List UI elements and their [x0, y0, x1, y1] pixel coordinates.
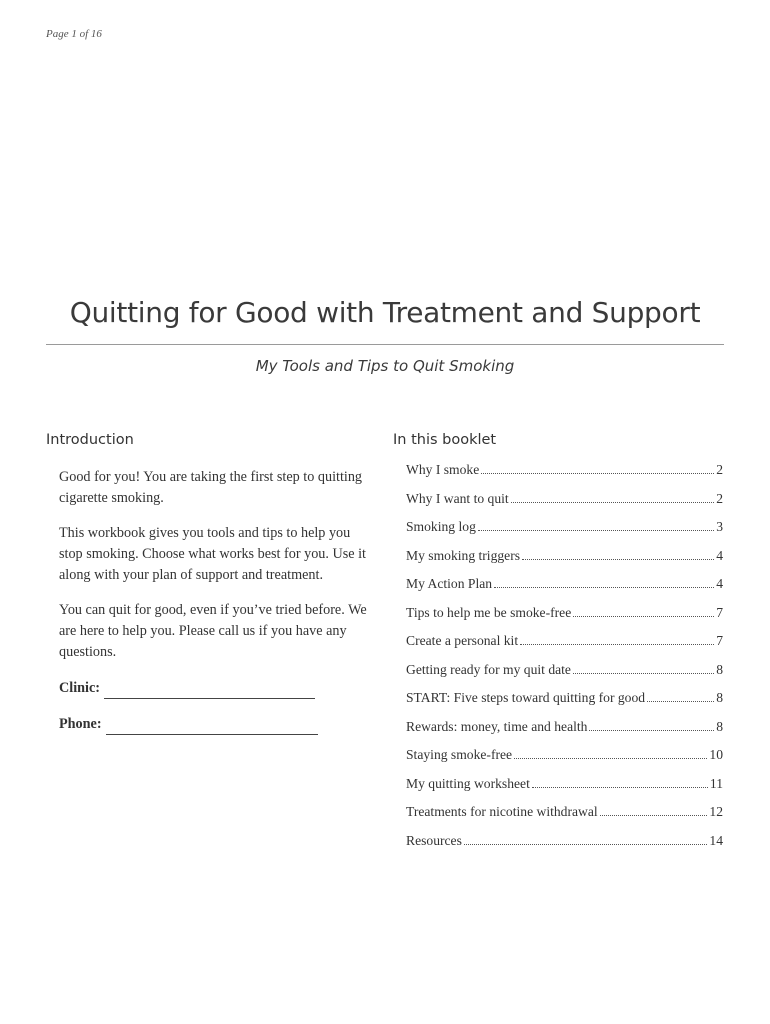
toc-item-title: Why I want to quit	[406, 490, 509, 506]
toc-item[interactable]	[406, 688, 723, 717]
clinic-input-line[interactable]	[104, 684, 315, 699]
toc-item[interactable]	[406, 574, 723, 603]
toc-item-page: 7	[716, 604, 723, 620]
toc-item[interactable]	[406, 745, 723, 774]
toc-item[interactable]	[406, 489, 723, 518]
toc-item[interactable]	[406, 546, 723, 575]
toc-item-page: 8	[716, 718, 723, 734]
toc-dot-leader	[522, 559, 714, 560]
toc-item-title: My smoking triggers	[406, 547, 521, 563]
toc-dot-leader	[478, 530, 714, 531]
toc-item[interactable]	[406, 717, 723, 746]
toc-item-title: My quitting worksheet	[406, 775, 530, 791]
toc-item-page: 3	[716, 519, 723, 534]
clinic-field	[59, 681, 377, 699]
toc-item-page: 2	[716, 490, 723, 506]
toc-dot-leader	[511, 502, 715, 503]
toc-item-page: 2	[716, 462, 723, 477]
toc-item-page: 12	[709, 804, 723, 819]
intro-paragraph: You can quit for good, even if you’ve tried before. We are here to help you. Please call us if you have any questions.	[59, 602, 367, 660]
toc-item-page: 14	[709, 832, 723, 848]
toc-heading: In this booklet	[393, 432, 497, 448]
toc-item-title: My Action Plan	[406, 576, 493, 591]
document-subtitle: My Tools and Tips to Quit Smoking	[255, 357, 515, 375]
toc-dot-leader	[573, 616, 714, 617]
toc-dot-leader	[514, 758, 707, 759]
toc-item-page: 7	[716, 633, 723, 648]
table-of-contents	[406, 460, 723, 859]
toc-item[interactable]	[406, 774, 723, 803]
phone-input-line[interactable]	[106, 720, 318, 735]
document-title: Quitting for Good with Treatment and Support	[69, 296, 701, 329]
introduction-section	[59, 467, 377, 735]
phone-field	[59, 717, 377, 735]
phone-label: Phone:	[59, 716, 102, 732]
toc-item-title: Staying smoke-free	[406, 747, 513, 762]
toc-item-page: 10	[709, 747, 723, 762]
toc-item-title: Why I smoke	[406, 462, 480, 477]
toc-item[interactable]	[406, 660, 723, 689]
toc-item-title: Rewards: money, time and health	[406, 718, 588, 734]
toc-dot-leader	[494, 587, 714, 588]
intro-paragraph: Good for you! You are taking the first step to quitting cigarette smoking.	[59, 469, 363, 506]
page-number: Page 1 of 16	[46, 28, 102, 40]
toc-item-title: Tips to help me be smoke-free	[406, 604, 572, 620]
toc-item[interactable]	[406, 831, 723, 860]
toc-item-page: 11	[709, 775, 723, 791]
intro-paragraph: This workbook gives you tools and tips to help you stop smoking. Choose what works best for you. Use it along with your plan of support and treatment.	[59, 525, 366, 583]
toc-dot-leader	[481, 473, 714, 474]
introduction-heading: Introduction	[46, 432, 134, 448]
toc-item[interactable]	[406, 517, 723, 546]
toc-dot-leader	[520, 644, 714, 645]
toc-item[interactable]	[406, 603, 723, 632]
toc-dot-leader	[464, 844, 708, 845]
toc-item-title: Resources	[406, 832, 462, 848]
toc-item-page: 4	[716, 576, 723, 591]
clinic-label: Clinic:	[59, 680, 100, 696]
toc-item[interactable]	[406, 631, 723, 660]
toc-item-page: 8	[716, 690, 723, 705]
toc-item-title: Smoking log	[406, 519, 476, 534]
toc-item-title: START: Five steps toward quitting for good	[406, 690, 646, 705]
toc-item-title: Create a personal kit	[406, 633, 519, 648]
toc-dot-leader	[647, 701, 714, 702]
toc-item[interactable]	[406, 802, 723, 831]
toc-dot-leader	[573, 673, 714, 674]
toc-dot-leader	[589, 730, 714, 731]
toc-item-title: Treatments for nicotine withdrawal	[406, 804, 598, 819]
toc-item-page: 8	[716, 661, 723, 677]
title-divider	[46, 344, 724, 345]
toc-dot-leader	[600, 815, 708, 816]
toc-item-title: Getting ready for my quit date	[406, 661, 571, 677]
toc-dot-leader	[532, 787, 708, 788]
toc-item[interactable]	[406, 460, 723, 489]
toc-item-page: 4	[716, 547, 723, 563]
